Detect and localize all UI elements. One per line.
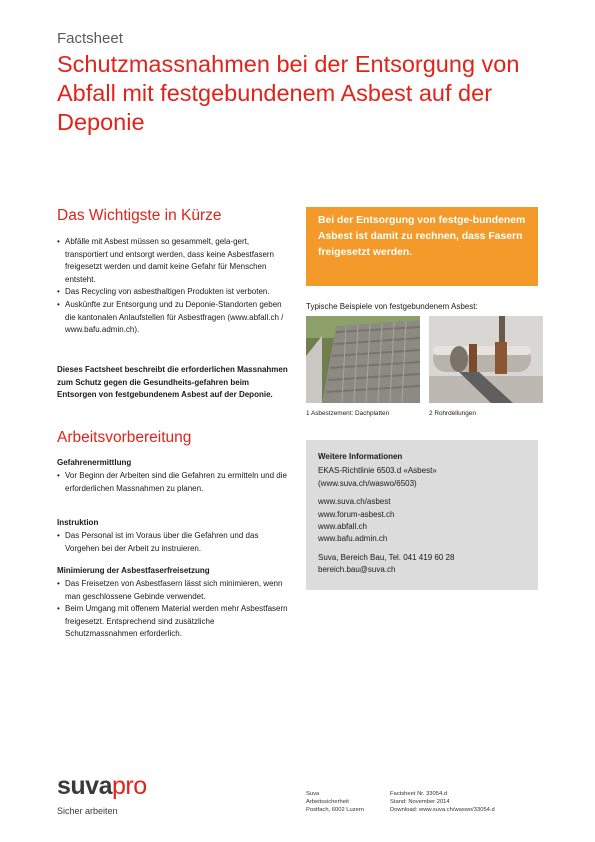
pipe-photo	[429, 316, 543, 403]
footer-address: Suva Arbeitssicherheit Postfach, 6002 Luzern	[306, 791, 365, 813]
preparation-section	[57, 517, 289, 555]
info-link[interactable]: www.forum-asbest.ch	[318, 509, 395, 519]
info-link[interactable]: www.abfall.ch	[318, 522, 367, 532]
section-title: Minimierung der Asbestfaserfreisetzung	[57, 566, 210, 575]
contact-phone: Suva, Bereich Bau, Tel. 041 419 60 28	[318, 552, 455, 562]
document-title: Schutzmassnahmen bei der Entsorgung von Abfall mit festgebundenem Asbest auf der Deponie	[57, 51, 520, 135]
list-item: • Das Freisetzen von Asbestfasern lässt sich minimieren, wenn man geschlossene Gebinde verwendet.	[57, 578, 289, 603]
summary-list	[57, 236, 289, 337]
section-title: Instruktion	[57, 518, 99, 527]
info-link[interactable]: www.bafu.admin.ch	[318, 534, 388, 544]
list-item: • Das Personal ist im Voraus über die Gefahren und das Vorgehen bei der Arbeit zu instruieren.	[57, 530, 289, 555]
summary-lead: Dieses Factsheet beschreibt die erforderlichen Massnahmen zum Schutz gegen die Gesundheits-gefahren beim Entsorgen von festgebundenem Asbest auf der Deponie.	[57, 365, 288, 400]
info-box	[306, 440, 538, 590]
list-item: • Beim Umgang mit offenem Material werden mehr Asbestfasern freigesetzt. Entsprechend sind zusätzliche Schutzmassnahmen erforderlich.	[57, 603, 289, 641]
callout-box: Bei der Entsorgung von festge-bundenem Asbest ist damit zu rechnen, dass Fasern freigesetzt werden.	[306, 207, 538, 286]
list-item: • Das Recycling von asbesthaltigen Produkten ist verboten.	[57, 286, 289, 299]
photo-caption: 1 Asbestzement: Dachplatten	[306, 410, 390, 417]
guideline-text: EKAS-Richtlinie 6503.d «Asbest»	[318, 466, 437, 476]
suvapro-logo: suvapro	[57, 772, 147, 800]
photo-caption: 2 Rohrdellungen	[429, 410, 476, 417]
info-link[interactable]: www.suva.ch/asbest	[318, 497, 391, 507]
footer-document-info: Factsheet Nr. 33054.d Stand: November 2014 Download: www.suva.ch/waswo/33054.d	[390, 791, 495, 813]
document-kicker: Factsheet	[57, 30, 123, 47]
info-heading: Weitere Informationen	[318, 452, 403, 461]
preparation-heading: Arbeitsvorbereitung	[57, 429, 192, 446]
list-item: • Vor Beginn der Arbeiten sind die Gefahren zu ermitteln und die erforderlichen Massnahmen zu planen.	[57, 470, 289, 495]
figures-title: Typische Beispiele von festgebundenem Asbest:	[306, 302, 478, 311]
logo-claim: Sicher arbeiten	[57, 806, 118, 816]
summary-heading: Das Wichtigste in Kürze	[57, 207, 222, 224]
contact-email[interactable]: bereich.bau@suva.ch	[318, 565, 396, 575]
section-title: Gefahrenermittlung	[57, 458, 132, 467]
roof-panels-photo	[306, 316, 420, 403]
preparation-section	[57, 457, 289, 495]
guideline-link[interactable]: (www.suva.ch/waswo/6503)	[318, 478, 417, 488]
list-item: • Auskünfte zur Entsorgung und zu Deponie-Standorten geben die kantonalen Anlaufstellen für Asbestfragen (www.abfall.ch / www.bafu.admin.ch).	[57, 299, 289, 337]
preparation-section	[57, 565, 289, 641]
list-item: • Abfälle mit Asbest müssen so gesammelt, gela-gert, transportiert und entsorgt werden, dass keine Asbestfasern freigesetzt werden und damit keine Gefahr für Menschen entsteht.	[57, 236, 289, 286]
